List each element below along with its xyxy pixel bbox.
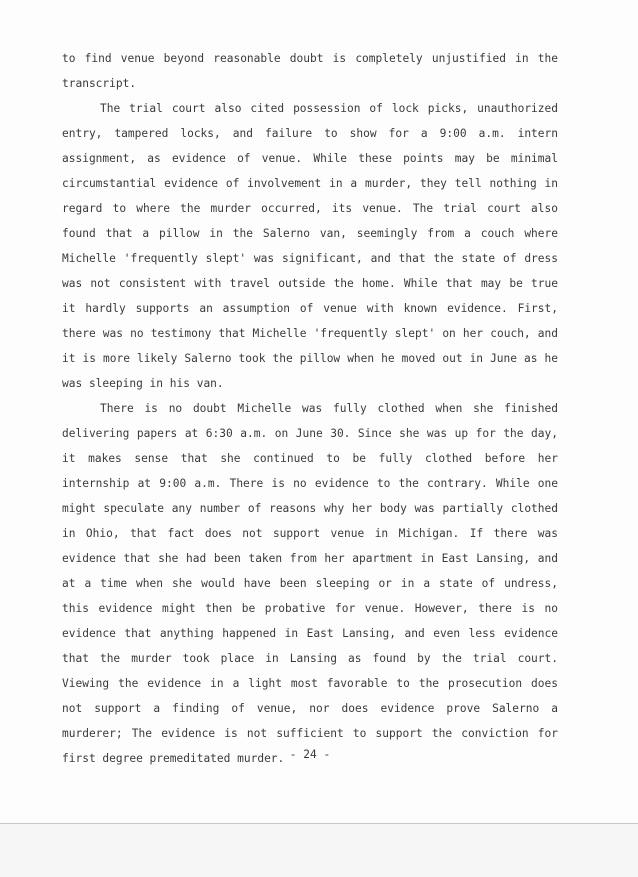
paragraph-continuation: to find venue beyond reasonable doubt is completely unjustified in the transcript.	[62, 52, 558, 90]
paragraph-trial-court-evidence: The trial court also cited possession of lock picks, unauthorized entry, tampered locks, and failure to show for a 9:00 a.m. intern assignment, as evidence of venue. While these points may be minimal circumstantial evidence of involvement in a murder, they tell nothing in regard to where the murder occurred, its venue. The trial court also found that a pillow in the Salerno van, seemingly from a couch where Michelle 'frequently slept' was significant, and that the state of dress was not consistent with travel outside the home. While that may be true it hardly supports an assumption of venue with known evidence. First, there was no testimony that Michelle 'frequently slept' on her couch, and it is more likely Salerno took the pillow when he moved out in June as he was sleeping in his van.	[62, 102, 558, 390]
viewer-background	[0, 824, 638, 877]
page-number: - 24 -	[289, 748, 331, 761]
paragraph-state-of-dress: There is no doubt Michelle was fully clothed when she finished delivering papers at 6:30 a.m. on June 30. Since she was up for the day, it makes sense that she continued to be fully clothed before her internship at 9:00 a.m. There is no evidence to the contrary. While one might speculate any number of reasons why her body was partially clothed in Ohio, that fact does not support venue in Michigan. If there was evidence that she had been taken from her apartment in East Lansing, and at a time when she would have been sleeping or in a state of undress, this evidence might then be probative for venue. However, there is no evidence that anything happened in East Lansing, and even less evidence that the murder took place in Lansing as found by the trial court. Viewing the evidence in a light most favorable to the prosecution does not support a finding of venue, nor does evidence prove Salerno a murderer; The evidence is not sufficient to support the conviction for first degree premeditated murder.	[62, 402, 558, 765]
body-text	[62, 46, 558, 771]
